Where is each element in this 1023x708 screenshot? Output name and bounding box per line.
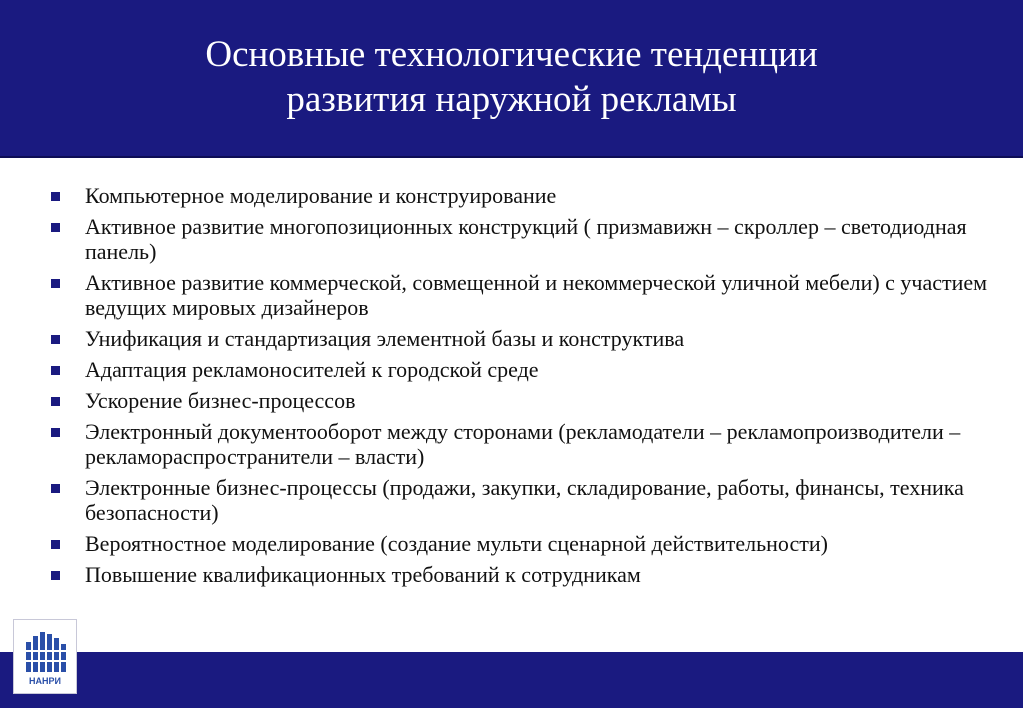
- bullet-text: Повышение квалификационных требований к сотрудникам: [85, 562, 641, 587]
- bullet-item: [48, 531, 993, 556]
- square-bullet-icon: [51, 366, 60, 375]
- bullet-text: Электронный документооборот между сторонами (рекламодатели – рекламопроизводители – рекламораспространители – власти): [85, 419, 961, 469]
- nanri-logo: [13, 619, 77, 694]
- bullet-item: [48, 270, 993, 320]
- bullet-item: [48, 214, 993, 264]
- square-bullet-icon: [51, 223, 60, 232]
- square-bullet-icon: [51, 484, 60, 493]
- title-banner: [0, 0, 1023, 158]
- bullet-item: [48, 475, 993, 525]
- slide-title-line-1: Основные технологические тенденции: [205, 34, 818, 75]
- bullet-text: Ускорение бизнес-процессов: [85, 388, 356, 413]
- bullet-text: Унификация и стандартизация элементной базы и конструктива: [85, 326, 685, 351]
- bullet-text: Электронные бизнес-процессы (продажи, закупки, складирование, работы, финансы, техника безопасности): [85, 475, 964, 525]
- nanri-logo-graphic: [14, 620, 76, 693]
- bullet-item: [48, 326, 993, 351]
- bullet-item: [48, 419, 993, 469]
- bullet-text: Адаптация рекламоносителей к городской среде: [85, 357, 539, 382]
- square-bullet-icon: [51, 428, 60, 437]
- footer-bar: [0, 652, 1023, 708]
- square-bullet-icon: [51, 192, 60, 201]
- slide-title-line-2: развития наружной рекламы: [286, 79, 737, 120]
- logo-text: НАНРИ: [29, 676, 61, 686]
- bullet-item: [48, 183, 993, 208]
- square-bullet-icon: [51, 335, 60, 344]
- bullet-list: [48, 183, 993, 593]
- square-bullet-icon: [51, 571, 60, 580]
- bullet-item: [48, 562, 993, 587]
- bullet-text: Вероятностное моделирование (создание мульти сценарной действительности): [85, 531, 828, 556]
- bullet-item: [48, 357, 993, 382]
- bullet-text: Активное развитие многопозиционных конструкций ( призмавижн – скроллер – светодиодная панель): [85, 214, 967, 264]
- bullet-text: Активное развитие коммерческой, совмещенной и некоммерческой уличной мебели) с участием ведущих мировых дизайнеров: [85, 270, 988, 320]
- square-bullet-icon: [51, 540, 60, 549]
- square-bullet-icon: [51, 397, 60, 406]
- bullet-text: Компьютерное моделирование и конструирование: [85, 183, 557, 208]
- bullet-item: [48, 388, 993, 413]
- slide-title: [0, 32, 1023, 122]
- square-bullet-icon: [51, 279, 60, 288]
